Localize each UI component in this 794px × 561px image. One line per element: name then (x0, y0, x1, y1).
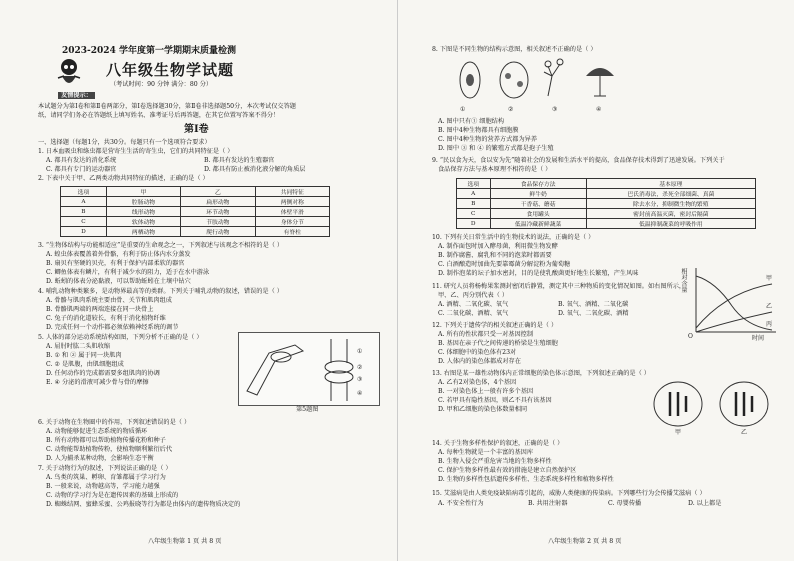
q8-option-c: C. 图中4种生物的营养方式都为异养 (438, 136, 538, 143)
question-11-cont: 甲、乙、丙分别代表（ ） (438, 292, 509, 299)
q14-option-b: B. 生物入侵会严重危害当地的生物多样性 (438, 458, 552, 465)
q2-cell: A (61, 197, 107, 207)
q7-option-c: C. 动物的学习行为是在遗传因素的基础上形成的 (46, 492, 179, 499)
q8-option-d: D. 图中 ③ 和 ④ 的繁殖方式都是孢子生殖 (438, 145, 554, 152)
intro-line-1: 本试题分为第Ⅰ卷和第Ⅱ卷两部分，第Ⅰ卷选择题30分，第Ⅱ卷非选择题50分，本次考试仅交答题 (38, 103, 296, 110)
q9-cell: 低温抑制蔬菜的呼吸作用 (586, 219, 755, 229)
q8-label-2: ② (508, 106, 514, 113)
q9-cell: 干香菇、蘑菇 (490, 199, 586, 209)
question-13: 13. 右图是某一雄性动物体内正常细胞的染色体示意图，下列叙述正确的是（ ） (432, 370, 650, 377)
q3-option-b: B. 扇贝有坚硬的贝壳，有利于保护内部柔软的器官 (46, 260, 185, 267)
q4-option-a: A. 骨骼与肌肉系统主要由骨、关节和肌肉组成 (46, 297, 172, 304)
q6-option-b: B. 所有动物都可以帮助植物传播花粉和种子 (46, 437, 166, 444)
q8-label-4: ④ (596, 106, 602, 113)
q2-cell: 体壁平滑 (255, 207, 329, 217)
q7-option-b: B. 一般来说，动物越高等，学习能力越强 (46, 483, 160, 490)
q14-option-d: D. 生物的多样性包括遗传多样性、生态系统多样性和植物多样性 (438, 476, 614, 483)
exam-meta: （考试时间：90 分钟 满分：80 分） (110, 81, 213, 88)
q3-option-c: C. 鲫鱼体表有鳞片，有利于减少水的阻力，适于在水中游泳 (46, 269, 210, 276)
q11-option-b: B. 氧气、酒精、二氧化碳 (558, 301, 629, 308)
q11-graph (676, 262, 780, 342)
question-3: 3. “生物体结构与功能相适应”是重要的生命观念之一，下列叙述与该观念不相符的是（ ） (38, 242, 284, 249)
question-15: 15. 艾滋病是由人类免疫缺陷病毒引起的，威胁人类健康的传染病。下列哪些行为会传播艾滋病（ ） (432, 490, 706, 497)
q13-option-c: C. 若甲具有隐性基因，则乙不具有该基因 (438, 397, 552, 404)
q1-option-a: A. 都具有发达的消化系统 (46, 157, 117, 164)
page-footer-1: 八年级生物第 1 页 共 8 页 (148, 538, 222, 545)
q8-option-a: A. 图中只有① 细胞结构 (438, 118, 505, 125)
q2-cell: 爬行动物 (181, 227, 255, 237)
q2-cell: 两栖动物 (106, 227, 180, 237)
exam-main-title: 八年级生物学试题 (106, 61, 235, 79)
q2-header-1: 甲 (106, 187, 180, 197)
q4-option-c: C. 兔子的消化道较长，有利于消化植物纤维 (46, 315, 166, 322)
q9-header-0: 选项 (457, 179, 491, 189)
q9-header-2: 基本原理 (586, 179, 755, 189)
exam-page-2 (397, 0, 794, 561)
q9-header-1: 食品保存方法 (490, 179, 586, 189)
curve-label-2: 乙 (766, 303, 773, 310)
question-11: 11. 研究人员将杨梅果浆测封密闭后静置，测定其中三种物质的变化情况如图。如右图所示， (432, 283, 686, 290)
q10-option-a: A. 制作面包时加入酵母菌，利用微生物发酵 (438, 243, 558, 250)
chromo-label-1: 甲 (675, 429, 682, 436)
curve-label-1: 甲 (766, 275, 773, 282)
q9-cell: 食用罐头 (490, 209, 586, 219)
q7-option-d: D. 蜘蛛结网、蜜蜂采蜜、公鸡报晓等行为都是由体内的遗传物质决定的 (46, 501, 241, 508)
svg-text:①: ① (357, 348, 363, 355)
q14-option-c: C. 保护生物多样性最有效的措施是建立自然保护区 (438, 467, 577, 474)
question-10: 10. 下列有关日常生活中的生物技术的说法，正确的是（ ） (432, 234, 595, 241)
q15-option-c: C. 母婴传播 (608, 500, 642, 507)
q8-option-b: B. 图中4种生物都具有细胞膜 (438, 127, 519, 134)
q6-option-a: A. 动物能够促进生态系统的物质循环 (46, 428, 148, 435)
q9-cell: B (457, 199, 491, 209)
q5-option-a: A. 屈肘时肱二头肌收缩 (46, 343, 111, 350)
q8-figure (448, 56, 628, 106)
q2-header-0: 选项 (61, 187, 107, 197)
q9-cell: 鲜牛奶 (490, 189, 586, 199)
question-9: 9. “民以食为天，食以安为先”随着社会的发展和生活水平的提高，食品保存技术得到了迅速发展。下列关于 (432, 157, 725, 164)
q1-option-b: B. 都具有发达的生殖器官 (204, 157, 275, 164)
q11-option-a: A. 酒精、二氧化碳、氧气 (438, 301, 509, 308)
q11-option-d: D. 氧气、二氧化碳、酒精 (558, 310, 629, 317)
q9-cell: 除去水分，抑制微生物的繁殖 (586, 199, 755, 209)
tips-badge: 友情提示： (58, 92, 95, 99)
question-12: 12. 下列关于遗传学的相关叙述正确的是（ ） (432, 322, 558, 329)
q2-cell: 身体分节 (255, 217, 329, 227)
q9-cell: A (457, 189, 491, 199)
q2-cell: 环节动物 (181, 207, 255, 217)
question-9-cont: 食品保存方法与基本原理不相符的是（ ） (438, 166, 552, 173)
q13-option-b: B. 一对染色体上一般有许多个基因 (438, 388, 534, 395)
q15-option-b: B. 共用注射器 (528, 500, 568, 507)
q1-option-c: C. 都具有专门的运动器官 (46, 166, 117, 173)
q9-table (456, 178, 756, 229)
q10-option-c: C. 白酒酿造时加曲先要靠霉菌分解淀粉为葡萄糖 (438, 261, 571, 268)
q2-cell: 腔肠动物 (106, 197, 180, 207)
q15-option-a: A. 不安全性行为 (438, 500, 484, 507)
question-5: 5. 人体的部分运动系统结构如图，下列分析不正确的是（ ） (38, 334, 203, 341)
q12-option-d: D. 人体内的染色体都成对存在 (438, 358, 521, 365)
q5-option-b: B. ① 和 ② 属于同一块肌肉 (46, 352, 122, 359)
q2-cell: C (61, 217, 107, 227)
q3-option-a: A. 蝗虫体表覆盖着外骨骼，有利于防止体内水分蒸发 (46, 251, 191, 258)
table-row (457, 209, 756, 219)
q9-cell: 巴氏消毒法，杀死全部细菌、真菌 (586, 189, 755, 199)
chromo-label-2: 乙 (741, 429, 748, 436)
table-row (457, 199, 756, 209)
question-1: 1. 日本血吸虫和绦虫都是营寄生生活的寄生虫，它们的共同特征是（ ） (38, 148, 234, 155)
exam-header-title: 2023-2024 学年度第一学期期末质量检测 (62, 46, 236, 56)
q2-cell: 线形动物 (106, 207, 180, 217)
question-8: 8. 下图是不同生物的结构示意图，相关叙述不正确的是（ ） (432, 46, 597, 53)
q12-option-a: A. 所有的性状都只受一对基因控制 (438, 331, 534, 338)
q10-option-d: D. 制作泡菜的坛子加水密封，目的是使乳酸菌更好地生长繁殖，产生风味 (438, 270, 639, 277)
q9-cell: D (457, 219, 491, 229)
q2-cell: 节肢动物 (181, 217, 255, 227)
q2-cell: 两侧对称 (255, 197, 329, 207)
q4-option-b: B. 骨骼肌两端的两端连接在同一块骨上 (46, 306, 154, 313)
intro-line-2: 纸，请同学们务必在答题纸上填写姓名、准考证号后再答题，在其它位置写答案不得分！ (38, 112, 280, 119)
q5-option-d: D. 任何动作的完成都需要多组肌肉的协调 (46, 370, 160, 377)
graph-origin: O (688, 333, 693, 340)
question-7: 7. 关于动物行为的叙述，下列说法正确的是（ ） (38, 465, 172, 472)
question-6: 6. 关于动物在生物圈中的作用，下列叙述错误的是（ ） (38, 419, 191, 426)
table-row (457, 189, 756, 199)
mascot-icon (54, 56, 84, 90)
q9-cell: C (457, 209, 491, 219)
q9-cell: 低温冷藏新鲜蔬菜 (490, 219, 586, 229)
q8-label-1: ① (460, 106, 466, 113)
svg-text:②: ② (357, 364, 363, 371)
q3-option-d: D. 蚯蚓的体表分泌黏液，可以帮助蚯蚓在土壤中钻穴 (46, 278, 191, 285)
q2-cell: 有脊柱 (255, 227, 329, 237)
table-row (61, 217, 330, 227)
table-row (61, 197, 330, 207)
q5-option-c: C. ② 是肌腹，由肌细胞组成 (46, 361, 124, 368)
q12-option-b: B. 基因在亲子代之间传递的桥梁是生殖细胞 (438, 340, 558, 347)
q10-option-b: B. 制作腐酱、腐乳和不同的泡菜时都需要 (438, 252, 552, 259)
question-4: 4. 哺乳动物种类繁多，是动物界最高等的类群。下列关于哺乳动物的叙述，错误的是（ ） (38, 288, 283, 295)
curve-label-3: 丙 (766, 321, 773, 328)
section-title: 第Ⅰ卷 (184, 124, 209, 135)
table-row (61, 207, 330, 217)
q6-option-c: C. 动物能帮助植物传粉，使植物顺利繁衍后代 (46, 446, 173, 453)
q13-figure (648, 378, 778, 436)
graph-x-axis-label: 时间 (752, 335, 765, 342)
q2-cell: 软体动物 (106, 217, 180, 227)
q2-table (60, 186, 330, 237)
svg-text:③: ③ (357, 376, 363, 383)
q5-figure (238, 332, 380, 406)
q2-cell: 扁形动物 (181, 197, 255, 207)
q5-figure-caption: 第5题图 (296, 406, 319, 413)
q6-option-d: D. 人为捕杀某种动物，会影响生态平衡 (46, 455, 154, 462)
q12-option-c: C. 体细胞中的染色体有23对 (438, 349, 517, 356)
q8-label-3: ③ (552, 106, 558, 113)
page-footer-2: 八年级生物第 2 页 共 8 页 (548, 538, 622, 545)
q5-option-e: E. ④ 分泌的滑液可减少骨与骨的摩擦 (46, 379, 149, 386)
q2-header-2: 乙 (181, 187, 255, 197)
graph-y-axis-label: 相对含量 (680, 268, 687, 293)
q2-header-3: 共同特征 (255, 187, 329, 197)
svg-text:④: ④ (357, 390, 363, 397)
q13-option-a: A. 乙有2对染色体，4个基因 (438, 379, 517, 386)
q7-option-a: A. 鸟类的筑巢、孵卵、育雏都属于学习行为 (46, 474, 166, 481)
q15-option-d: D. 以上都是 (688, 500, 722, 507)
q2-cell: B (61, 207, 107, 217)
q13-option-d: D. 甲和乙细胞的染色体数量相同 (438, 406, 528, 413)
table-row (61, 227, 330, 237)
q11-option-c: C. 二氧化碳、酒精、氧气 (438, 310, 509, 317)
q9-cell: 密封前高温灭菌，密封后隔菌 (586, 209, 755, 219)
question-2: 2. 下表中关于甲、乙两类动物共同特征的描述，正确的是（ ） (38, 175, 209, 182)
q14-option-a: A. 每种生物就是一个丰富的基因库 (438, 449, 534, 456)
section-desc: 一、选择题（每题1分，共30分。每题只有一个选项符合要求） (38, 139, 211, 146)
q2-cell: D (61, 227, 107, 237)
q4-option-d: D. 完成任何一个动作都必须依赖神经系统的调节 (46, 324, 179, 331)
question-14: 14. 关于生物多样性保护的叙述，正确的是（ ） (432, 440, 564, 447)
q1-option-d: D. 都具有防止被消化液分解的角质层 (204, 166, 306, 173)
table-row (457, 219, 756, 229)
